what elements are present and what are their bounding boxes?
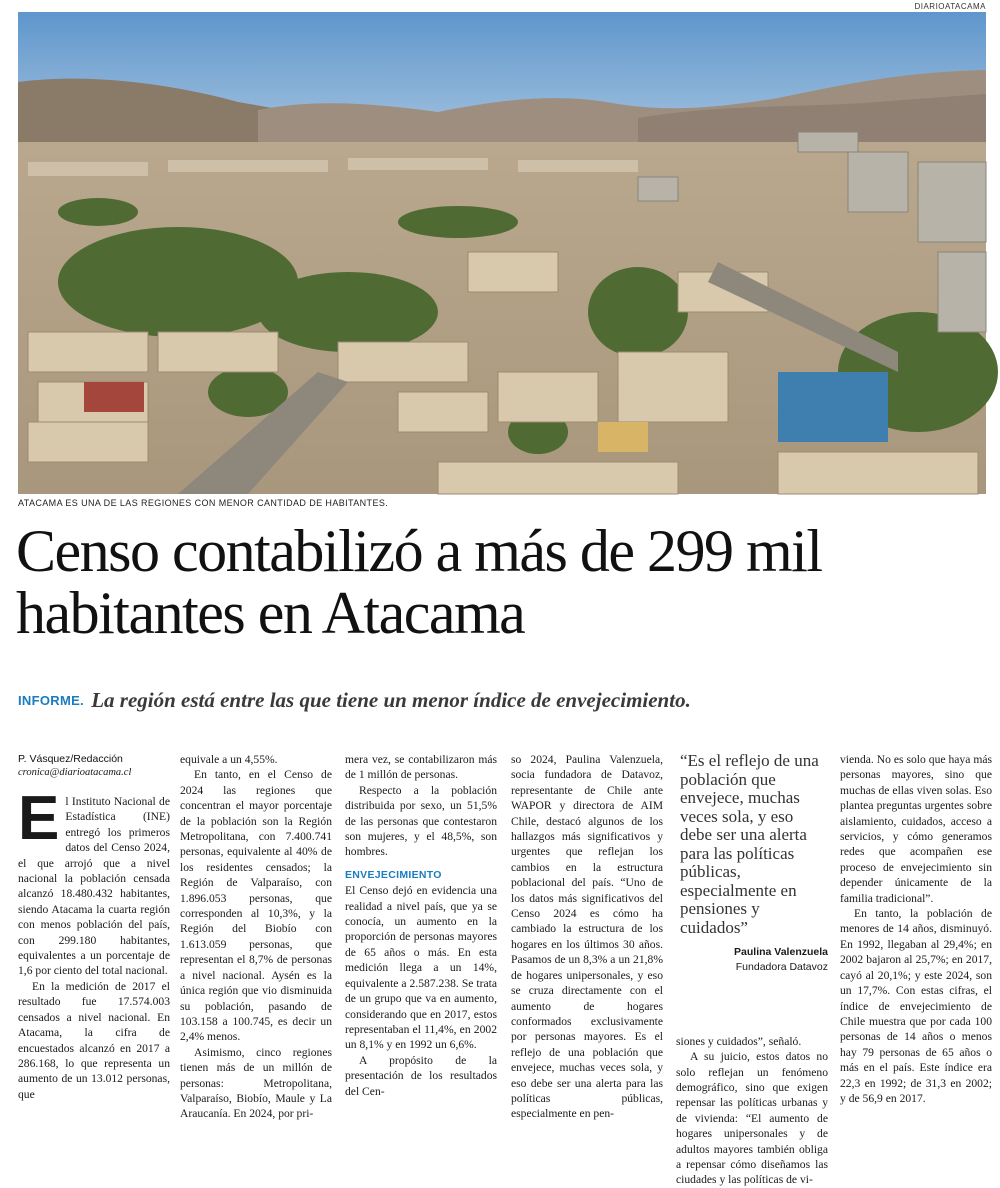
article-column-5 — [676, 752, 828, 1188]
article-column-4 — [511, 752, 663, 1122]
article-column-3 — [345, 752, 497, 1099]
byline-author: P. Vásquez/Redacción — [18, 753, 123, 765]
article-paragraph — [18, 784, 170, 979]
article-paragraph: so 2024, Paulina Valenzuela, socia fundadora de Datavoz, representante de Chile ante WAPOR y directora de AIM Chile, destacó algunos de los hallazgos más significativos y urgentes que reflejan los cambios en la estructura poblacional del país. “Uno de los datos más significativos del Censo 2024 es cómo ha cambiado la estructura de los hogares en los últimos 30 años. Pasamos de un 8,3% a un 21,8% de hogares unipersonales, y eso se cruza directamente con el aumento de hogares conformados exclusivamente por personas mayores. Es el reflejo de una población que envejece, muchas veces sola, y eso debe ser una alerta para las políticas públicas, especialmente en pen- — [511, 753, 663, 1121]
source-tag: DIARIOATACAMA — [914, 2, 986, 11]
quote-role: Fundadora Datavoz — [735, 961, 828, 974]
article-column-6 — [840, 752, 992, 1106]
article-paragraph: A su juicio, estos datos no solo reflejan un fenómeno demográfico, sino que exigen repensar las políticas urbanas y de vivienda: “El aumento de hogares unipersonales y de adultos mayores también obliga a repensar cómo diseñamos las ciudades y las políticas de vi- — [676, 1050, 828, 1187]
photo-caption: ATACAMA ES UNA DE LAS REGIONES CON MENOR CANTIDAD DE HABITANTES. — [18, 498, 389, 508]
drop-cap: E — [18, 784, 60, 853]
article-column-2 — [180, 752, 332, 1122]
headline: Censo contabilizó a más de 299 mil habitantes en Atacama — [16, 518, 822, 646]
paragraph-text: l Instituto Nacional de Estadística (INE) entregó los primeros datos del Censo 2024, el que arrojó que a nivel nacional la población censada alcanzó 18.480.432 habitantes, siendo Atacama la cuarta región con menos población del país, con 299.180 habitantes, equivalentes a un porcentaje de 1,6 por ciento del total nacional. — [18, 795, 170, 978]
article-paragraph: Asimismo, cinco regiones tienen más de un millón de personas: Metropolitana, Valparaíso, Biobío, Maule y La Araucanía. En 2024, por pri- — [180, 1045, 332, 1121]
article-paragraph: En tanto, en el Censo de 2024 las regiones que concentran el mayor porcentaje de la población son la Región Metropolitana, con 7.400.741 personas, equivalente al 40% de los residentes censados; la Región de Valparaíso, con 1.896.053 personas, que corresponden al 10,3%, y la Región del Biobío con 1.613.059 personas, que representan el 8,7% de personas a nivel nacional. Aysén es la única región que vio disminuida su población, pasando de 103.158 a 100.745, es decir un 2,4% menos. — [180, 768, 332, 1044]
article-paragraph: En la medición de 2017 el resultado fue 17.574.003 censados a nivel nacional. En Atacama, la cifra de encuestados alcanzó en 2017 a 286.168, lo que representa un aumento de un 13.012 personas, que — [18, 979, 170, 1101]
article-paragraph: equivale a un 4,55%. — [180, 753, 278, 766]
article-paragraph: siones y cuidados”, señaló. — [676, 1034, 802, 1048]
article-paragraph: El Censo dejó en evidencia una realidad a nivel país, que ya se conocía, un aumento en la proporción de personas mayores de 65 años o más. En esta medición llega a un 14%, equivalente a 2.587.238. Se trata de un grupo que va en aumento, considerando que en 2017, estos representaban el 11,4%, en 2002 un 8,1% y en 1992 un 6,6%. — [345, 884, 497, 1052]
subheadline — [18, 688, 988, 713]
article-paragraph: A propósito de la presentación de los resultados del Cen- — [345, 1053, 497, 1098]
pull-quote: “Es el reflejo de una población que envejece, muchas veces sola, y eso debe ser una alerta para las políticas públicas, especialmente en pensiones y cuidados” — [680, 751, 819, 937]
byline-email[interactable]: cronica@diarioatacama.cl — [18, 767, 132, 778]
section-heading: ENVEJECIMIENTO — [345, 868, 442, 881]
subhead-kicker: INFORME. — [18, 693, 84, 708]
article-paragraph: mera vez, se contabilizaron más de 1 millón de personas. — [345, 753, 497, 782]
city-aerial-illustration — [18, 12, 986, 494]
article-paragraph: Respecto a la población distribuida por sexo, un 51,5% de las personas que contestaron son mujeres, y el 48,5%, son hombres. — [345, 783, 497, 859]
article-paragraph: vienda. No es solo que haya más personas mayores, sino que muchas de ellas viven solas. Eso plantea preguntas urgentes sobre aislamiento, cuidados, acceso a servicios, y cómo generamos redes que acompañen ese proceso de envejecimiento sin depender únicamente de la familia tradicional”. — [840, 753, 992, 905]
quote-author: Paulina Valenzuela — [734, 946, 828, 958]
article-paragraph: En tanto, la población de menores de 14 años, disminuyó. En 1992, llegaban al 29,4%; en 2002 bajaron al 25,7%; en 2017, cayó al 20,1%; y este 2024, son un 17,7%. Con estas cifras, el índice de envejecimiento de Chile muestra que por cada 100 personas de 14 años o menos hay 79 personas de 65 años o más en el país. Este índice era 22,3 en 1992; de 31,3 en 2002; y de 56,9 en 2017. — [840, 907, 992, 1105]
city-photo — [18, 12, 986, 494]
article-column-1 — [18, 752, 170, 1102]
subhead-text: La región está entre las que tiene un menor índice de envejecimiento. — [91, 688, 691, 712]
